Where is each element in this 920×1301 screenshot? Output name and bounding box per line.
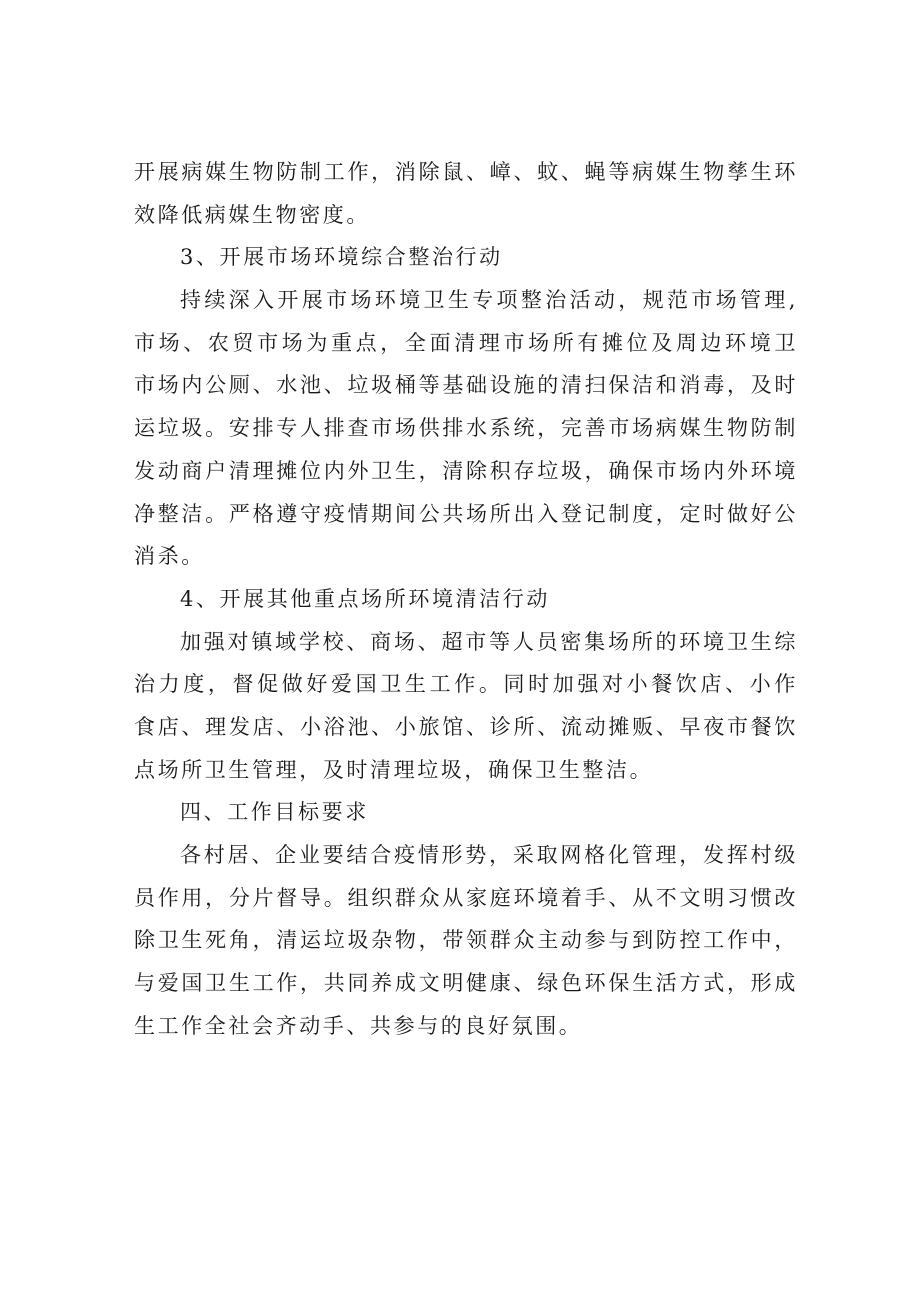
text-line: 市场内公厕、水池、垃圾桶等基础设施的清扫保洁和消毒，及时 (134, 373, 798, 398)
heading-market-environment: 3、开展市场环境综合整治行动 (180, 245, 503, 270)
text-line: 消杀。 (134, 544, 205, 569)
text-line: 各村居、企业要结合疫情形势，采取网格化管理，发挥村级 (180, 843, 798, 867)
text-line: 持续深入开展市场环境卫生专项整治活动，规范市场管理, (180, 288, 798, 313)
heading-other-key-places: 4、开展其他重点场所环境清洁行动 (180, 586, 550, 611)
text-line: 员作用，分片督导。组织群众从家庭环境着手、从不文明习惯改 (134, 885, 798, 910)
text-line: 效降低病媒生物密度。 (134, 202, 370, 227)
text-line: 生工作全社会齐动手、共参与的良好氛围。 (134, 1013, 583, 1038)
text-line: 与爱国卫生工作，共同养成文明健康、绿色环保生活方式，形成 (134, 971, 798, 996)
text-line: 加强对镇域学校、商场、超市等人员密集场所的环境卫生综 (180, 629, 798, 654)
paragraph-vector-control-continued (134, 151, 798, 236)
document-body (134, 151, 798, 1047)
paragraph-market-environment (134, 279, 798, 578)
text-line: 食店、理发店、小浴池、小旅馆、诊所、流动摊贩、早夜市餐饮 (134, 714, 798, 739)
text-line: 净整洁。严格遵守疫情期间公共场所出入登记制度，定时做好公 (134, 501, 798, 526)
text-line: 除卫生死角，清运垃圾杂物，带领群众主动参与到防控工作中， (134, 928, 798, 953)
text-line: 治力度，督促做好爱国卫生工作。同时加强对小餐饮店、小作 (134, 672, 798, 697)
text-line: 市场、农贸市场为重点，全面清理市场所有摊位及周边环境卫 (134, 330, 798, 355)
paragraph-other-key-places (134, 621, 798, 792)
paragraph-work-goals (134, 834, 798, 1047)
text-line: 开展病媒生物防制工作，消除鼠、嶂、蚊、蝇等病媒生物孳生环 (134, 160, 798, 184)
text-line: 运垃圾。安排专人排查市场供排水系统，完善市场病媒生物防制 (134, 416, 798, 441)
heading-work-goals: 四、工作目标要求 (180, 800, 369, 825)
text-line: 点场所卫生管理，及时清理垃圾，确保卫生整洁。 (134, 757, 654, 782)
text-line: 发动商户清理摊位内外卫生，清除积存垃圾，确保市场内外环境 (134, 458, 798, 483)
